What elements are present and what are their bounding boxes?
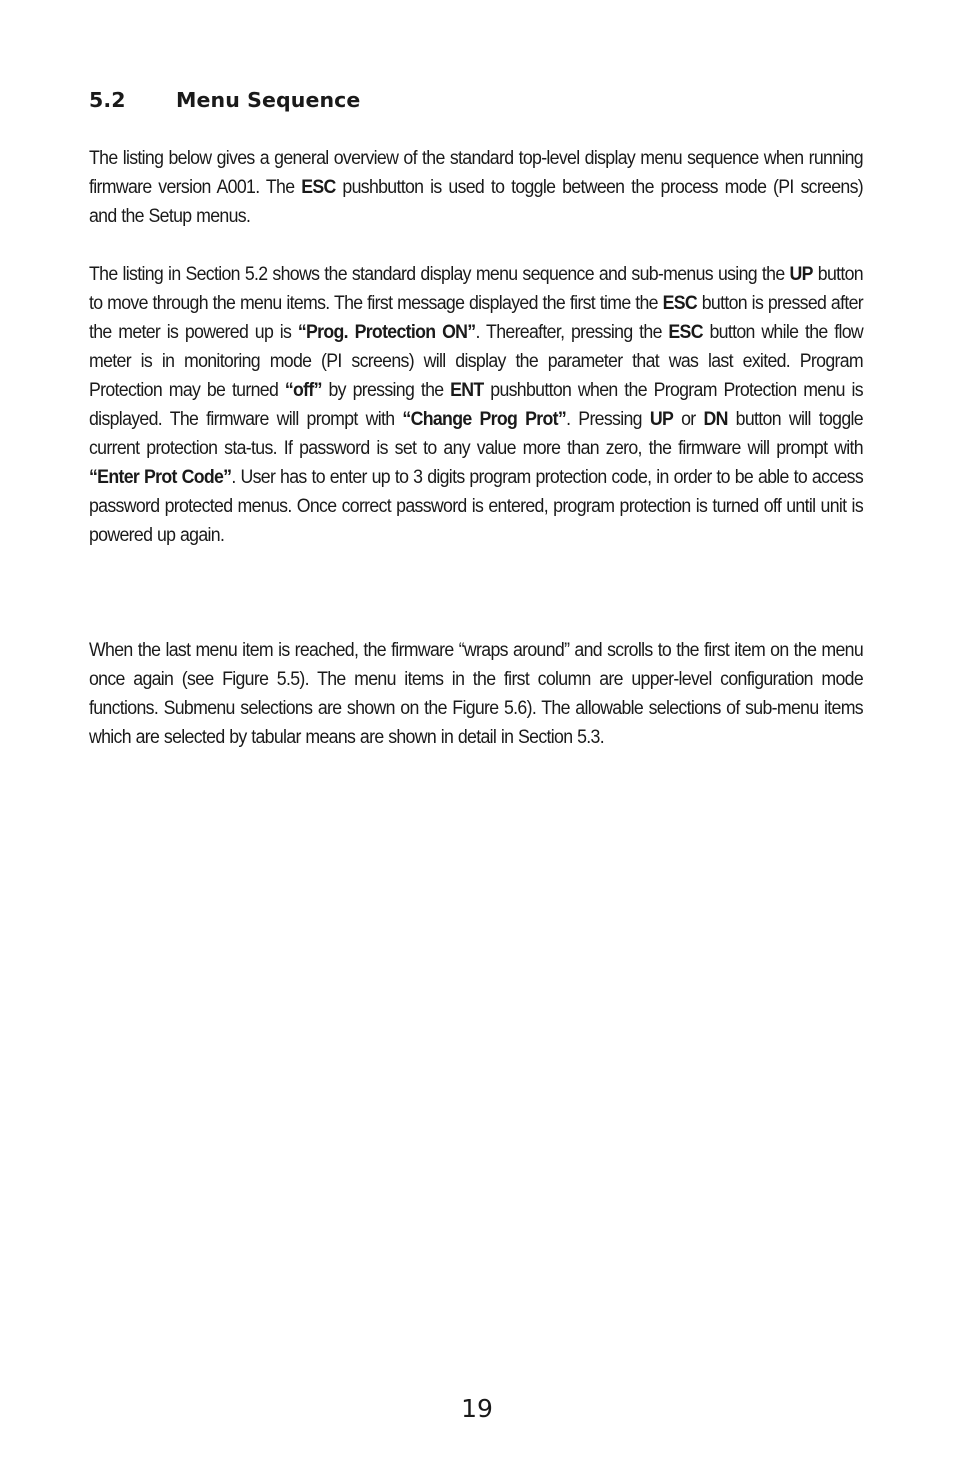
paragraph-protection xyxy=(89,260,863,550)
text-run: by pressing the xyxy=(321,379,451,401)
keyword-change-prog-prot: “Change Prog Prot” xyxy=(402,408,567,430)
paragraph-wrap-around xyxy=(89,636,863,752)
keyword-up: UP xyxy=(789,263,813,285)
text-run: The listing in Section 5.2 shows the standard display menu sequence and sub-menus using the xyxy=(89,263,790,285)
text-run: . Thereafter, pressing the xyxy=(475,321,669,343)
text-run: . Pressing xyxy=(566,408,650,430)
text-run: button to move through the menu items. The first message displayed the first time the xyxy=(89,263,863,314)
section-heading xyxy=(89,86,360,114)
text-run: The listing below gives a general overview of the standard top-level display menu sequence when running firmware version A001. The xyxy=(89,147,863,198)
keyword-ent: ENT xyxy=(450,379,484,401)
keyword-prog-protection-on: “Prog. Protection ON” xyxy=(297,321,476,343)
text-run: pushbutton is used to toggle between the process mode (PI screens) and the Setup menus. xyxy=(89,176,863,227)
text-run: When the last menu item is reached, the firmware “wraps around” and scrolls to the first item on the menu once again (see Figure 5.5). The menu items in the first column are upper-level configuration mode functions. Submenu selections are shown on the Figure 5.6). The allowable selections of sub-menu items which are selected by tabular means are shown in detail in Section 5.3. xyxy=(89,639,863,748)
text-run: button will toggle current protection sta-tus. If password is set to any value more than zero, the firmware will prompt with xyxy=(89,408,863,459)
keyword-off: “off” xyxy=(284,379,322,401)
text-run: or xyxy=(673,408,704,430)
keyword-enter-prot-code: “Enter Prot Code” xyxy=(89,466,232,488)
text-run: . User has to enter up to 3 digits program protection code, in order to be able to access password protected menus. Once correct password is entered, program protection is turned off until unit is powered up again. xyxy=(89,466,864,546)
keyword-up: UP xyxy=(649,408,674,430)
text-run: button is pressed after the meter is powered up is xyxy=(89,292,863,343)
text-run: button while the flow meter is in monitoring mode (PI screens) will display the parameter that was last exited. Program Protection may be turned xyxy=(89,321,864,401)
keyword-esc: ESC xyxy=(301,176,336,198)
keyword-esc: ESC xyxy=(668,321,703,343)
page-number: 19 xyxy=(461,1394,493,1423)
paragraph-overview xyxy=(89,144,863,231)
section-number: 5.2 xyxy=(89,88,126,112)
keyword-esc: ESC xyxy=(662,292,698,314)
text-run: pushbutton when the Program Protection menu is displayed. The firmware will prompt with xyxy=(89,379,863,430)
section-title: Menu Sequence xyxy=(176,88,361,112)
keyword-dn: DN xyxy=(703,408,728,430)
